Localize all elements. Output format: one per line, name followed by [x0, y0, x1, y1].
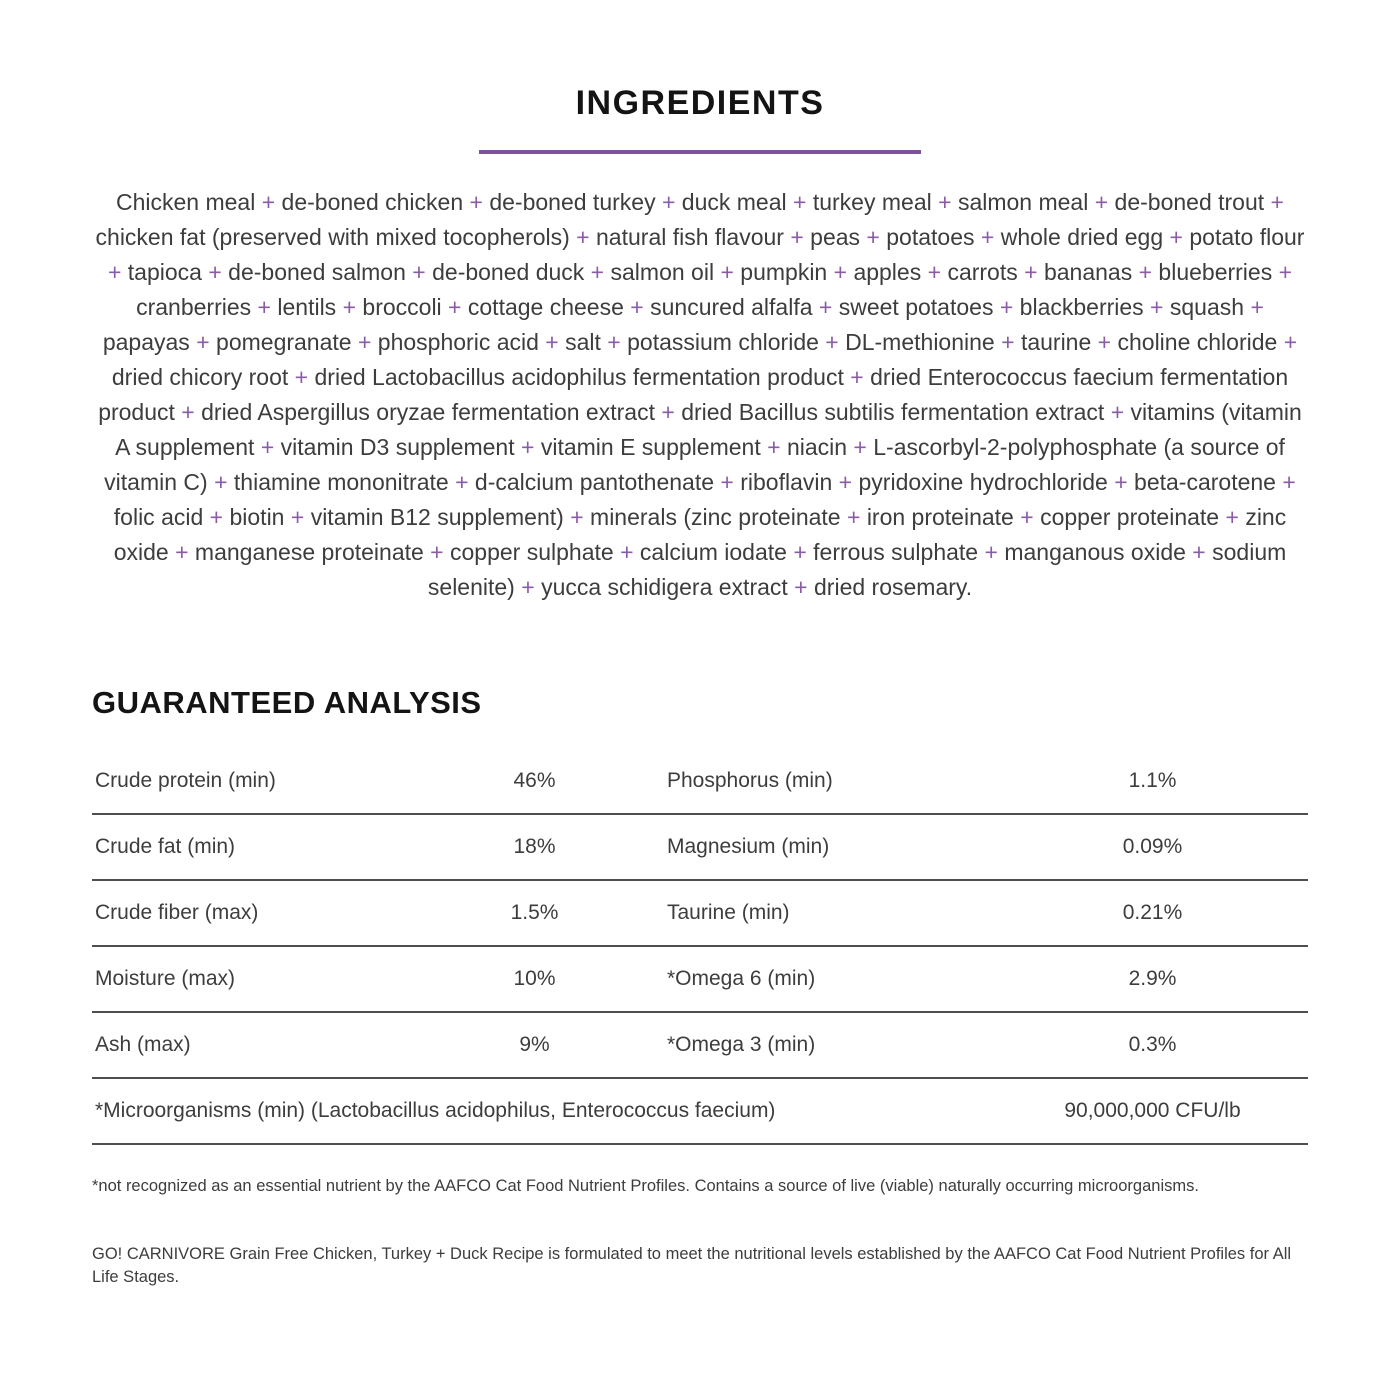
ingredients-heading: INGREDIENTS: [575, 84, 825, 122]
plus-separator: +: [251, 294, 278, 320]
nutrient-value: 1.1%: [1128, 769, 1177, 792]
nutrient-label: Taurine (min): [667, 901, 790, 924]
plus-separator: +: [189, 329, 217, 355]
plus-separator: +: [1264, 189, 1284, 215]
nutrient-label: Crude protein (min): [95, 769, 276, 792]
plus-separator: +: [1277, 329, 1298, 355]
nutrient-label: Crude fiber (max): [95, 901, 259, 924]
plus-separator: +: [448, 469, 475, 495]
plus-separator: +: [405, 259, 433, 285]
plus-separator: +: [1272, 259, 1293, 285]
plus-separator: +: [201, 259, 229, 285]
plus-separator: +: [538, 329, 566, 355]
plus-separator: +: [174, 399, 202, 425]
plus-separator: +: [203, 504, 230, 530]
plus-separator: +: [514, 574, 542, 600]
plus-separator: +: [994, 329, 1021, 355]
plus-separator: +: [255, 189, 282, 215]
nutrient-label: *Microorganisms (min) (Lactobacillus acidophilus, Enterococcus faecium): [95, 1099, 776, 1122]
plus-separator: +: [207, 469, 234, 495]
plus-separator: +: [1185, 539, 1213, 565]
plus-separator: +: [584, 259, 611, 285]
plus-separator: +: [787, 574, 815, 600]
plus-separator: +: [655, 189, 682, 215]
ingredients-text: Chicken meal + de-boned chicken + de-boned turkey + duck meal + turkey meal + salmon meal + de-boned trout + chicken fat (preserved with mixed tocopherols) + natural fish flavour + peas + potatoes + whole dried egg + potato flour + tapioca + de-boned salmon + de-boned duck + salmon oil + pumpkin + apples + carrots + bananas + blueberries + cranberries + lentils + broccoli + cottage cheese + suncured alfalfa + sweet potatoes + blackberries + squash + papayas + pomegranate + phosphoric acid + salt + potassium chloride + DL-methionine + taurine + choline chloride + dried chicory root + dried Lactobacillus acidophilus fermentation product + dried Enterococcus faecium fermentation product + dried Aspergillus oryzae fermentation extract + dried Bacillus subtilis fermentation extract + vitamins (vitamin A supplement + vitamin D3 supplement + vitamin E supplement + niacin + L-ascorbyl-2-polyphosphate (a source of vitamin C) + thiamine mononitrate + d-calcium pantothenate + riboflavin + pyridoxine hydrochloride + beta-carotene + folic acid + biotin + vitamin B12 supplement) + minerals (zinc proteinate + iron proteinate + copper proteinate + zinc oxide + manganese proteinate + copper sulphate + calcium iodate + ferrous sulphate + manganous oxide + sodium selenite) + yucca schidigera extract + dried rosemary.: [95, 189, 1305, 600]
plus-separator: +: [1219, 504, 1246, 530]
plus-separator: +: [168, 539, 195, 565]
plus-separator: +: [832, 469, 859, 495]
plus-separator: +: [1104, 399, 1131, 425]
nutrient-value: 2.9%: [1128, 967, 1177, 990]
nutrient-label: Ash (max): [95, 1033, 191, 1056]
plus-separator: +: [974, 224, 1001, 250]
plus-separator: +: [978, 539, 1005, 565]
nutrient-value: 9%: [519, 1033, 550, 1056]
plus-separator: +: [1013, 504, 1041, 530]
plus-separator: +: [843, 364, 871, 390]
guaranteed-analysis-heading: GUARANTEED ANALYSIS: [92, 685, 482, 720]
plus-separator: +: [760, 434, 787, 460]
nutrient-value: 90,000,000 CFU/lb: [1064, 1099, 1241, 1122]
plus-separator: +: [600, 329, 628, 355]
plus-separator: +: [107, 259, 128, 285]
plus-separator: +: [336, 294, 363, 320]
plus-separator: +: [1132, 259, 1159, 285]
plus-separator: +: [993, 294, 1020, 320]
heading-underline: [479, 150, 921, 154]
plus-separator: +: [1088, 189, 1115, 215]
nutrient-value: 1.5%: [510, 901, 559, 924]
plus-separator: +: [1091, 329, 1118, 355]
nutrient-label: *Omega 6 (min): [667, 967, 816, 990]
nutrient-value: 10%: [513, 967, 556, 990]
plus-separator: +: [783, 224, 811, 250]
plus-separator: +: [818, 329, 846, 355]
plus-separator: +: [254, 434, 281, 460]
plus-separator: +: [514, 434, 541, 460]
plus-separator: +: [714, 259, 741, 285]
plus-separator: +: [921, 259, 948, 285]
plus-separator: +: [1163, 224, 1190, 250]
plus-separator: +: [1244, 294, 1264, 320]
analysis-row-fat-magnesium: [92, 815, 1308, 881]
plus-separator: +: [654, 399, 682, 425]
plus-separator: +: [812, 294, 839, 320]
nutrient-value: 0.09%: [1122, 835, 1183, 858]
nutrient-value: 18%: [513, 835, 556, 858]
analysis-row-moisture-omega6: [92, 947, 1308, 1013]
nutrient-label: Phosphorus (min): [667, 769, 833, 792]
nutrient-value: 0.21%: [1122, 901, 1183, 924]
plus-separator: +: [1107, 469, 1135, 495]
nutrient-value: 0.3%: [1128, 1033, 1177, 1056]
plus-separator: +: [860, 224, 887, 250]
plus-separator: +: [613, 539, 640, 565]
plus-separator: +: [827, 259, 854, 285]
plus-separator: +: [288, 364, 315, 390]
nutrient-label: Magnesium (min): [667, 835, 830, 858]
plus-separator: +: [786, 189, 813, 215]
guaranteed-analysis-table: [92, 749, 1308, 1145]
footnote-aafco: GO! CARNIVORE Grain Free Chicken, Turkey + Duck Recipe is formulated to meet the nutritional levels established by the AAFCO Cat Food Nutrient Profiles for All Life Stages.: [92, 1245, 1292, 1286]
plus-separator: +: [1143, 294, 1170, 320]
plus-separator: +: [463, 189, 490, 215]
plus-separator: +: [351, 329, 378, 355]
nutrient-value: 46%: [513, 769, 556, 792]
analysis-row-microorganisms: [92, 1079, 1308, 1145]
footnote-asterisk: *not recognized as an essential nutrient by the AAFCO Cat Food Nutrient Profiles. Contains a source of live (viable) naturally occurring microorganisms.: [92, 1177, 1199, 1195]
analysis-row-ash-omega3: [92, 1013, 1308, 1079]
plus-separator: +: [563, 504, 591, 530]
plus-separator: +: [714, 469, 741, 495]
plus-separator: +: [623, 294, 651, 320]
nutrient-label: Moisture (max): [95, 967, 236, 990]
nutrient-label: Crude fat (min): [95, 835, 236, 858]
plus-separator: +: [441, 294, 468, 320]
plus-separator: +: [840, 504, 867, 530]
nutrient-label: *Omega 3 (min): [667, 1033, 816, 1056]
plus-separator: +: [569, 224, 597, 250]
analysis-row-protein-phosphorus: [92, 749, 1308, 815]
analysis-row-fiber-taurine: [92, 881, 1308, 947]
plus-separator: +: [1017, 259, 1044, 285]
plus-separator: +: [284, 504, 311, 530]
plus-separator: +: [931, 189, 958, 215]
plus-separator: +: [847, 434, 874, 460]
plus-separator: +: [423, 539, 451, 565]
plus-separator: +: [786, 539, 814, 565]
plus-separator: +: [1275, 469, 1296, 495]
